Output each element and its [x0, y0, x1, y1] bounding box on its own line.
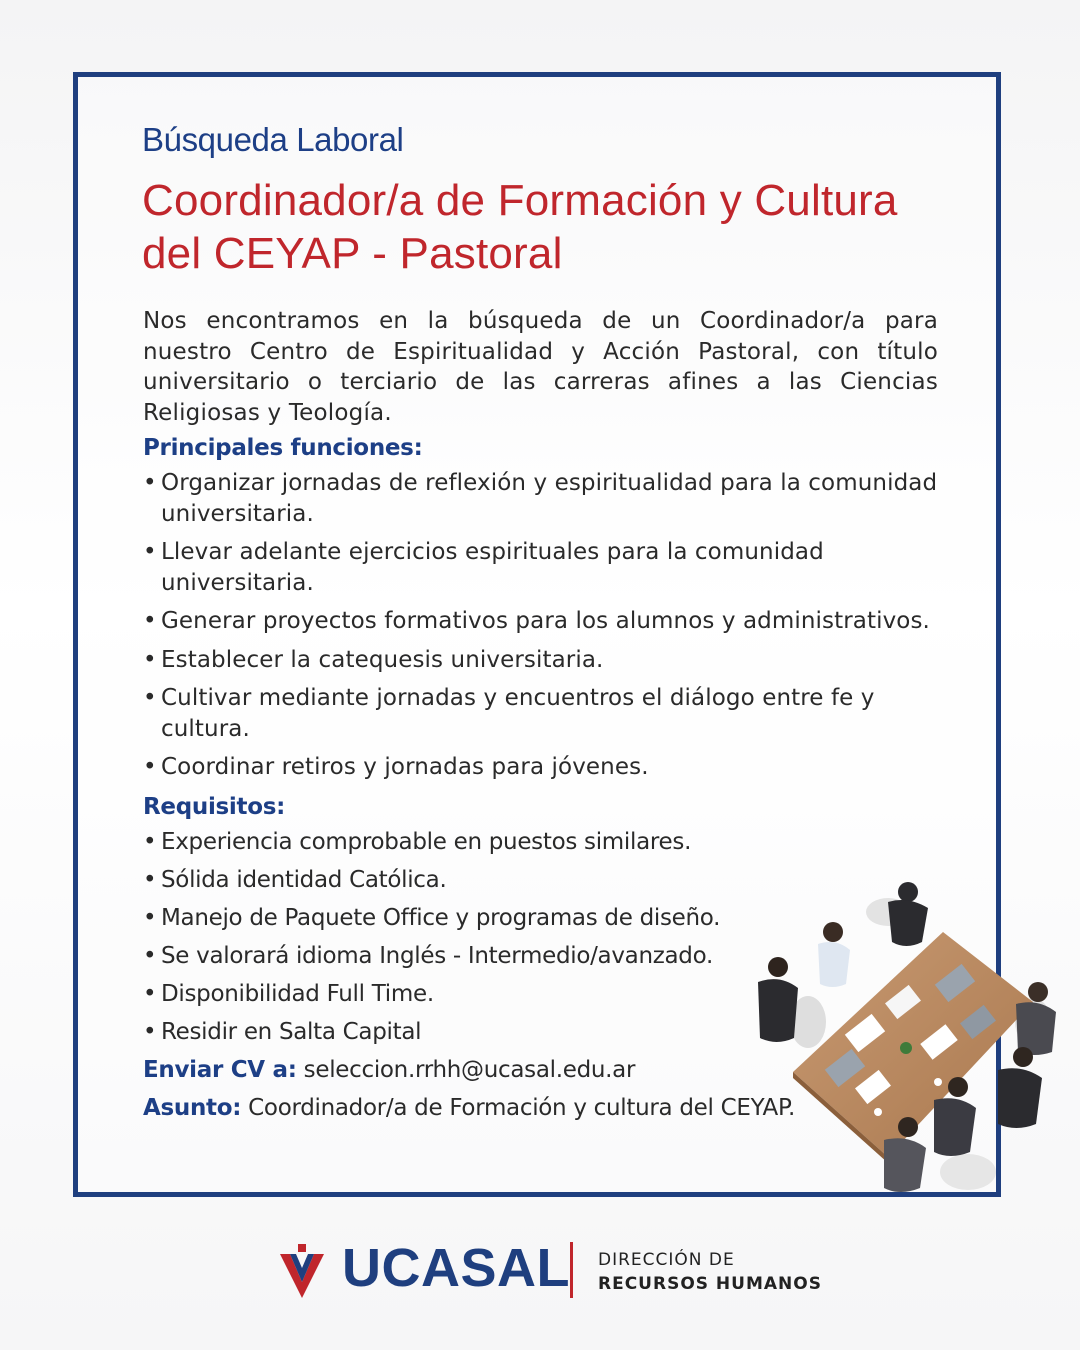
send-cv-label: Enviar CV a: [143, 1056, 297, 1083]
list-item: • Generar proyectos formativos para los alumnos y administrativos. [143, 606, 938, 637]
list-item: • Organizar jornadas de reflexión y espiritualidad para la comunidad universitaria. [143, 468, 938, 529]
list-item: • Llevar adelante ejercicios espirituales para la comunidad universitaria. [143, 537, 938, 598]
department-name [598, 1248, 822, 1296]
email-link[interactable]: seleccion.rrhh@ucasal.edu.ar [303, 1056, 636, 1083]
list-item: • Coordinar retiros y jornadas para jóvenes. [143, 752, 938, 783]
functions-list [143, 468, 938, 783]
department-line-1: DIRECCIÓN DE [598, 1250, 735, 1270]
job-title [142, 174, 962, 280]
subject-label: Asunto: [143, 1095, 242, 1121]
list-item: • Sólida identidad Católica. [143, 865, 938, 896]
ucasal-shield-logo-icon [278, 1244, 326, 1300]
list-item: • Manejo de Paquete Office y programas de diseño. [143, 903, 938, 934]
logo-divider [570, 1242, 573, 1298]
list-item: • Cultivar mediante jornadas y encuentros el diálogo entre fe y cultura. [143, 683, 938, 744]
kicker-heading: Búsqueda Laboral [142, 121, 404, 158]
list-item: • Se valorará idioma Inglés - Intermedio/avanzado. [143, 941, 938, 972]
intro-paragraph: Nos encontramos en la búsqueda de un Coordinador/a para nuestro Centro de Espiritualidad y Acción Pastoral, con título universitario o terciario de las carreras afines a las Ciencias Religiosas y Teología. [143, 308, 938, 426]
list-item: • Residir en Salta Capital [143, 1017, 938, 1048]
list-item: • Establecer la catequesis universitaria. [143, 645, 938, 676]
department-line-2: RECURSOS HUMANOS [598, 1274, 822, 1294]
job-title-line-1: Coordinador/a de Formación y Cultura [142, 176, 898, 225]
subject-text: Coordinador/a de Formación y cultura del CEYAP. [248, 1095, 795, 1121]
requirements-heading: Requisitos: [143, 793, 285, 820]
meeting-table-photo [738, 872, 1060, 1217]
job-title-line-2: del CEYAP - Pastoral [142, 229, 563, 278]
ucasal-footer-logo [278, 1240, 838, 1300]
list-item: • Experiencia comprobable en puestos similares. [143, 827, 938, 858]
functions-heading: Principales funciones: [143, 435, 423, 461]
brand-name: UCASAL [342, 1238, 570, 1298]
list-item: • Disponibilidad Full Time. [143, 979, 938, 1010]
